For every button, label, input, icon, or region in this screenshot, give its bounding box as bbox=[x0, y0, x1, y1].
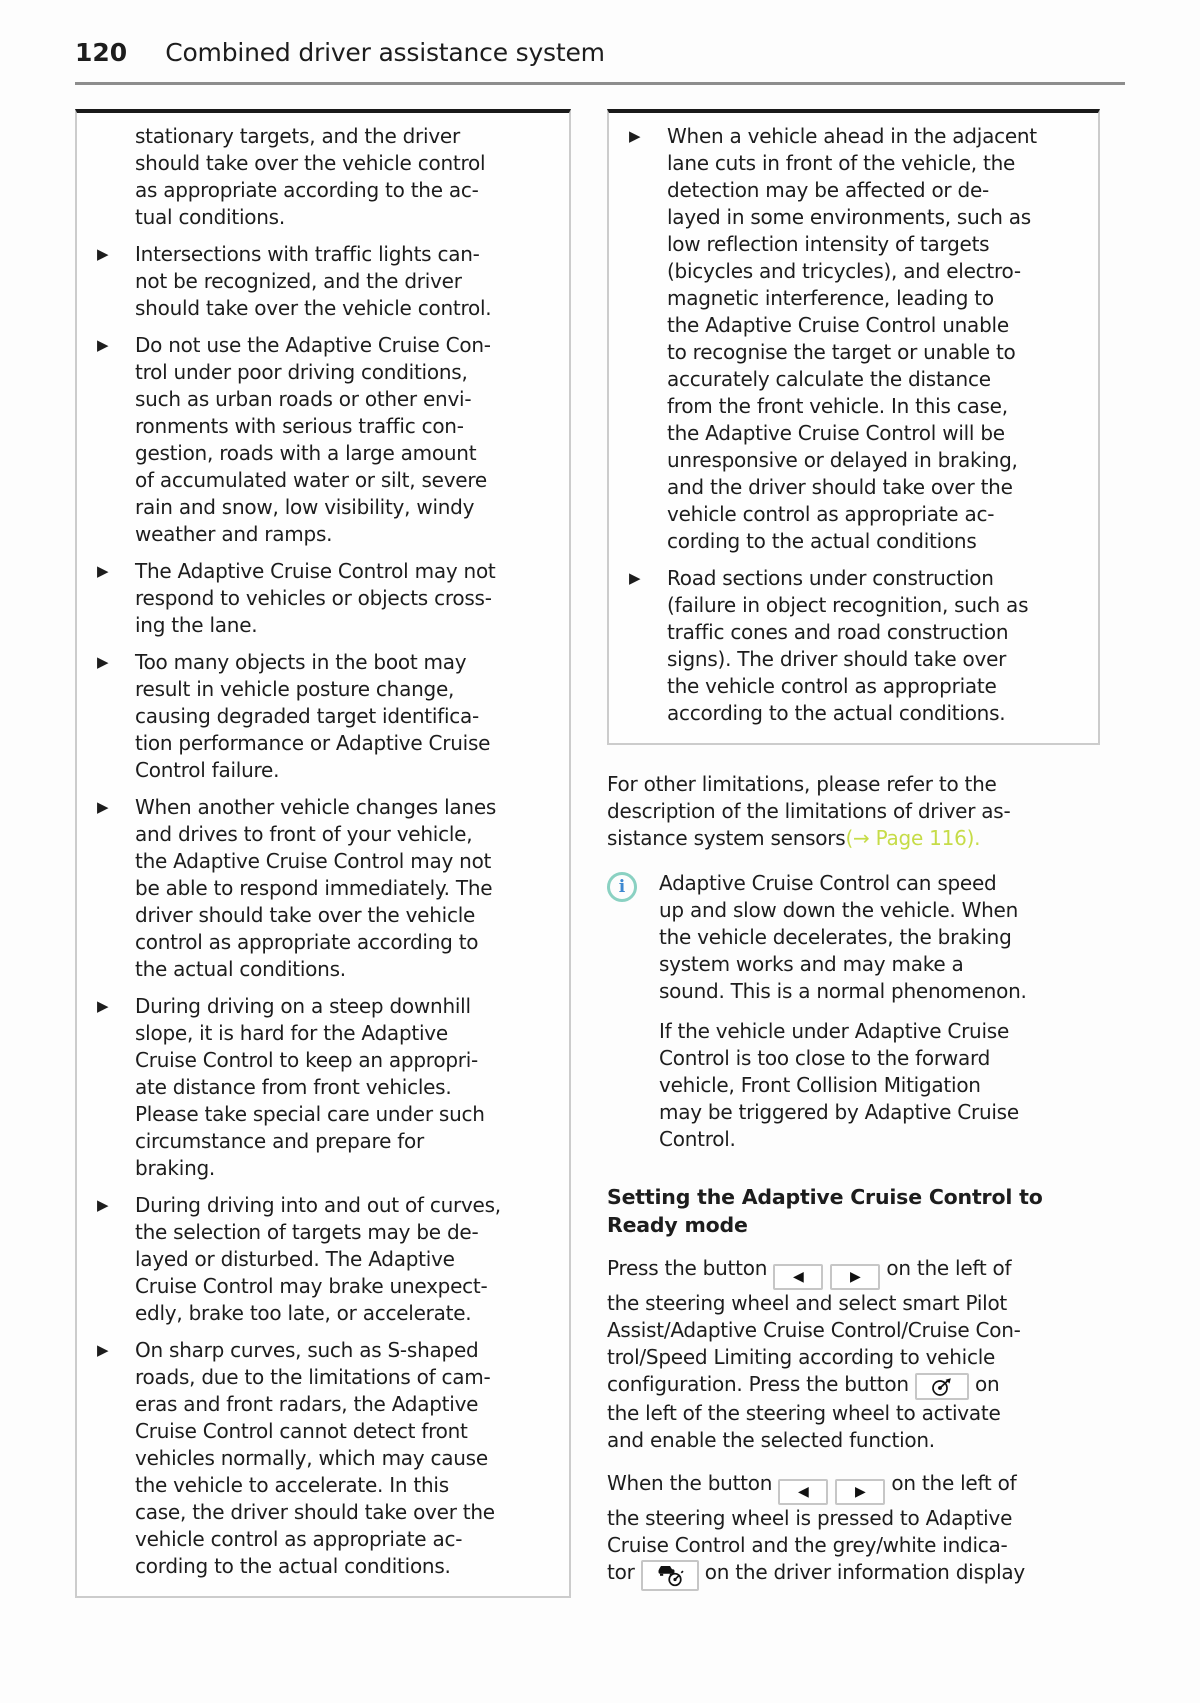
bullet-text: The Adaptive Cruise Control may not respond to vehicles or objects cross- ing the lane. bbox=[135, 559, 496, 637]
list-item bbox=[97, 794, 563, 983]
section-heading: Setting the Adaptive Cruise Control to Ready mode bbox=[607, 1185, 1043, 1237]
bullet-text: Do not use the Adaptive Cruise Con- trol under poor driving conditions, such as urban roads or other envi- ronments with serious traffic con- gestion, roads with a large amount of accumulated water or silt, severe rain and snow, low visibility, windy weather and ramps. bbox=[135, 333, 491, 546]
steering-right-arrow-button bbox=[835, 1479, 885, 1505]
text-line: and enable the selected function. bbox=[607, 1428, 935, 1452]
page-number: 120 bbox=[75, 38, 128, 67]
list-item bbox=[97, 993, 563, 1182]
list-item bbox=[97, 332, 563, 548]
bullet-text: When another vehicle changes lanes and drives to front of your vehicle, the Adaptive Cruise Control may not be able to respond immediately. The driver should take over the vehicle control as appropriate according to the actual conditions. bbox=[135, 795, 497, 981]
bullet-text: Intersections with traffic lights can- not be recognized, and the driver should take over the vehicle control. bbox=[135, 242, 492, 320]
ready-mode-description bbox=[607, 1470, 1100, 1591]
text-segment: When the button bbox=[607, 1471, 779, 1495]
text-segment: on the driver information display bbox=[698, 1560, 1025, 1584]
text-line: Cruise Control and the grey/white indica- bbox=[607, 1533, 1008, 1557]
bullet-spacer bbox=[97, 123, 135, 231]
bullet-arrow-icon: ▶ bbox=[97, 798, 109, 816]
text-segment: on the left of bbox=[880, 1256, 1012, 1280]
info-icon bbox=[607, 872, 637, 902]
info-note bbox=[607, 870, 1100, 1153]
text-line bbox=[607, 1559, 1100, 1591]
bullet-arrow-icon: ▶ bbox=[97, 997, 109, 1015]
steering-left-arrow-button bbox=[778, 1479, 828, 1505]
acc-indicator-badge bbox=[641, 1560, 699, 1591]
text-segment: on bbox=[968, 1372, 1000, 1396]
left-column bbox=[75, 109, 571, 1598]
bullet-text: During driving into and out of curves, the selection of targets may be de- layed or disturbed. The Adaptive Cruise Control may brake unexpect- edly, brake too late, or accelerate. bbox=[135, 1193, 501, 1325]
text-line: trol/Speed Limiting according to vehicle bbox=[607, 1345, 996, 1369]
speedometer-arrow-icon bbox=[929, 1375, 955, 1398]
list-item bbox=[97, 123, 563, 231]
left-triangle-icon: ◀ bbox=[798, 1484, 809, 1500]
activate-instructions bbox=[607, 1255, 1100, 1454]
text-segment: configuration. Press the button bbox=[607, 1372, 915, 1396]
list-item bbox=[629, 123, 1092, 555]
bullet-text: During driving on a steep downhill slope, it is hard for the Adaptive Cruise Control to keep an appropri- ate distance from front vehicles. Please take special care under such circumstance and prepare for braking. bbox=[135, 994, 485, 1180]
text-line: the steering wheel and select smart Pilot bbox=[607, 1291, 1008, 1315]
text-segment: on the left of bbox=[885, 1471, 1017, 1495]
car-speedometer-icon bbox=[655, 1562, 685, 1588]
info-icon-letter: i bbox=[618, 876, 626, 897]
limitations-paragraph bbox=[607, 771, 1100, 852]
info-note-body bbox=[659, 870, 1027, 1153]
page-reference-link[interactable]: (→ Page 116). bbox=[845, 826, 981, 850]
text-segment: Press the button bbox=[607, 1256, 774, 1280]
list-item bbox=[97, 1192, 563, 1327]
right-callout-box bbox=[607, 109, 1100, 745]
steering-right-arrow-button bbox=[830, 1264, 880, 1290]
bullet-arrow-icon: ▶ bbox=[97, 245, 109, 263]
left-triangle-icon: ◀ bbox=[792, 1269, 804, 1285]
text-line: the steering wheel is pressed to Adaptive bbox=[607, 1506, 1013, 1530]
list-item bbox=[629, 565, 1092, 727]
list-item bbox=[97, 649, 563, 784]
bullet-text: Road sections under construction (failure in object recognition, such as traffic cones and road construction signs). The driver should take over the vehicle control as appropriate according to the actual conditions. bbox=[667, 566, 1029, 725]
note-paragraph-2: If the vehicle under Adaptive Cruise Control is too close to the forward vehicle, Front Collision Mitigation may be triggered by Adaptive Cruise Control. bbox=[659, 1019, 1019, 1151]
info-icon-column bbox=[607, 870, 659, 1153]
text-line: the left of the steering wheel to activate bbox=[607, 1401, 1001, 1425]
limitations-text: For other limitations, please refer to the description of the limitations of driver as- sistance system sensors bbox=[607, 772, 1011, 850]
bullet-text: stationary targets, and the driver should take over the vehicle control as appropriate according to the ac- tual conditions. bbox=[135, 124, 486, 229]
text-line bbox=[607, 1371, 1100, 1400]
bullet-text: Too many objects in the boot may result in vehicle posture change, causing degraded target identifica- tion performance or Adaptive Cruise Control failure. bbox=[135, 650, 491, 782]
bullet-arrow-icon: ▶ bbox=[97, 562, 109, 580]
bullet-arrow-icon: ▶ bbox=[629, 127, 641, 145]
bullet-arrow-icon: ▶ bbox=[97, 1196, 109, 1214]
cruise-control-button bbox=[915, 1373, 969, 1400]
note-paragraph-1: Adaptive Cruise Control can speed up and slow down the vehicle. When the vehicle decelerates, the braking system works and may make a sound. This is a normal phenomenon. bbox=[659, 871, 1027, 1003]
list-item bbox=[97, 558, 563, 639]
right-triangle-icon: ▶ bbox=[849, 1269, 861, 1285]
text-line bbox=[607, 1470, 1100, 1505]
bullet-arrow-icon: ▶ bbox=[97, 336, 109, 354]
page-title: Combined driver assistance system bbox=[165, 38, 605, 67]
bullet-text: On sharp curves, such as S-shaped roads, due to the limitations of cam- eras and front radars, the Adaptive Cruise Control cannot detect front vehicles normally, which may cause the vehicle to accelerate. In this case, the driver should take over the vehicle control as appropriate ac- cording to the actual conditions. bbox=[135, 1338, 495, 1578]
left-callout-box bbox=[75, 109, 571, 1598]
steering-left-arrow-button bbox=[773, 1264, 823, 1290]
list-item bbox=[97, 1337, 563, 1580]
right-column bbox=[607, 109, 1100, 1591]
two-column-layout bbox=[75, 109, 1125, 1598]
text-line bbox=[607, 1255, 1100, 1290]
bullet-text: When a vehicle ahead in the adjacent lane cuts in front of the vehicle, the detection may be affected or de- layed in some environments, such as low reflection intensity of targets (bicycles and tricycles), and electro- magnetic interference, leading to the Adaptive Cruise Control unable to recognise the target or unable to accurately calculate the distance from the front vehicle. In this case, the Adaptive Cruise Control will be unresponsive or delayed in braking, and the driver should take over the vehicle control as appropriate ac- cording to the actual conditions bbox=[667, 124, 1037, 553]
list-item bbox=[97, 241, 563, 322]
bullet-arrow-icon: ▶ bbox=[97, 1341, 109, 1359]
text-line: Assist/Adaptive Cruise Control/Cruise Con- bbox=[607, 1318, 1021, 1342]
text-segment: tor bbox=[607, 1560, 641, 1584]
right-triangle-icon: ▶ bbox=[855, 1484, 866, 1500]
page-header bbox=[75, 38, 1125, 85]
bullet-arrow-icon: ▶ bbox=[97, 653, 109, 671]
bullet-arrow-icon: ▶ bbox=[629, 569, 641, 587]
